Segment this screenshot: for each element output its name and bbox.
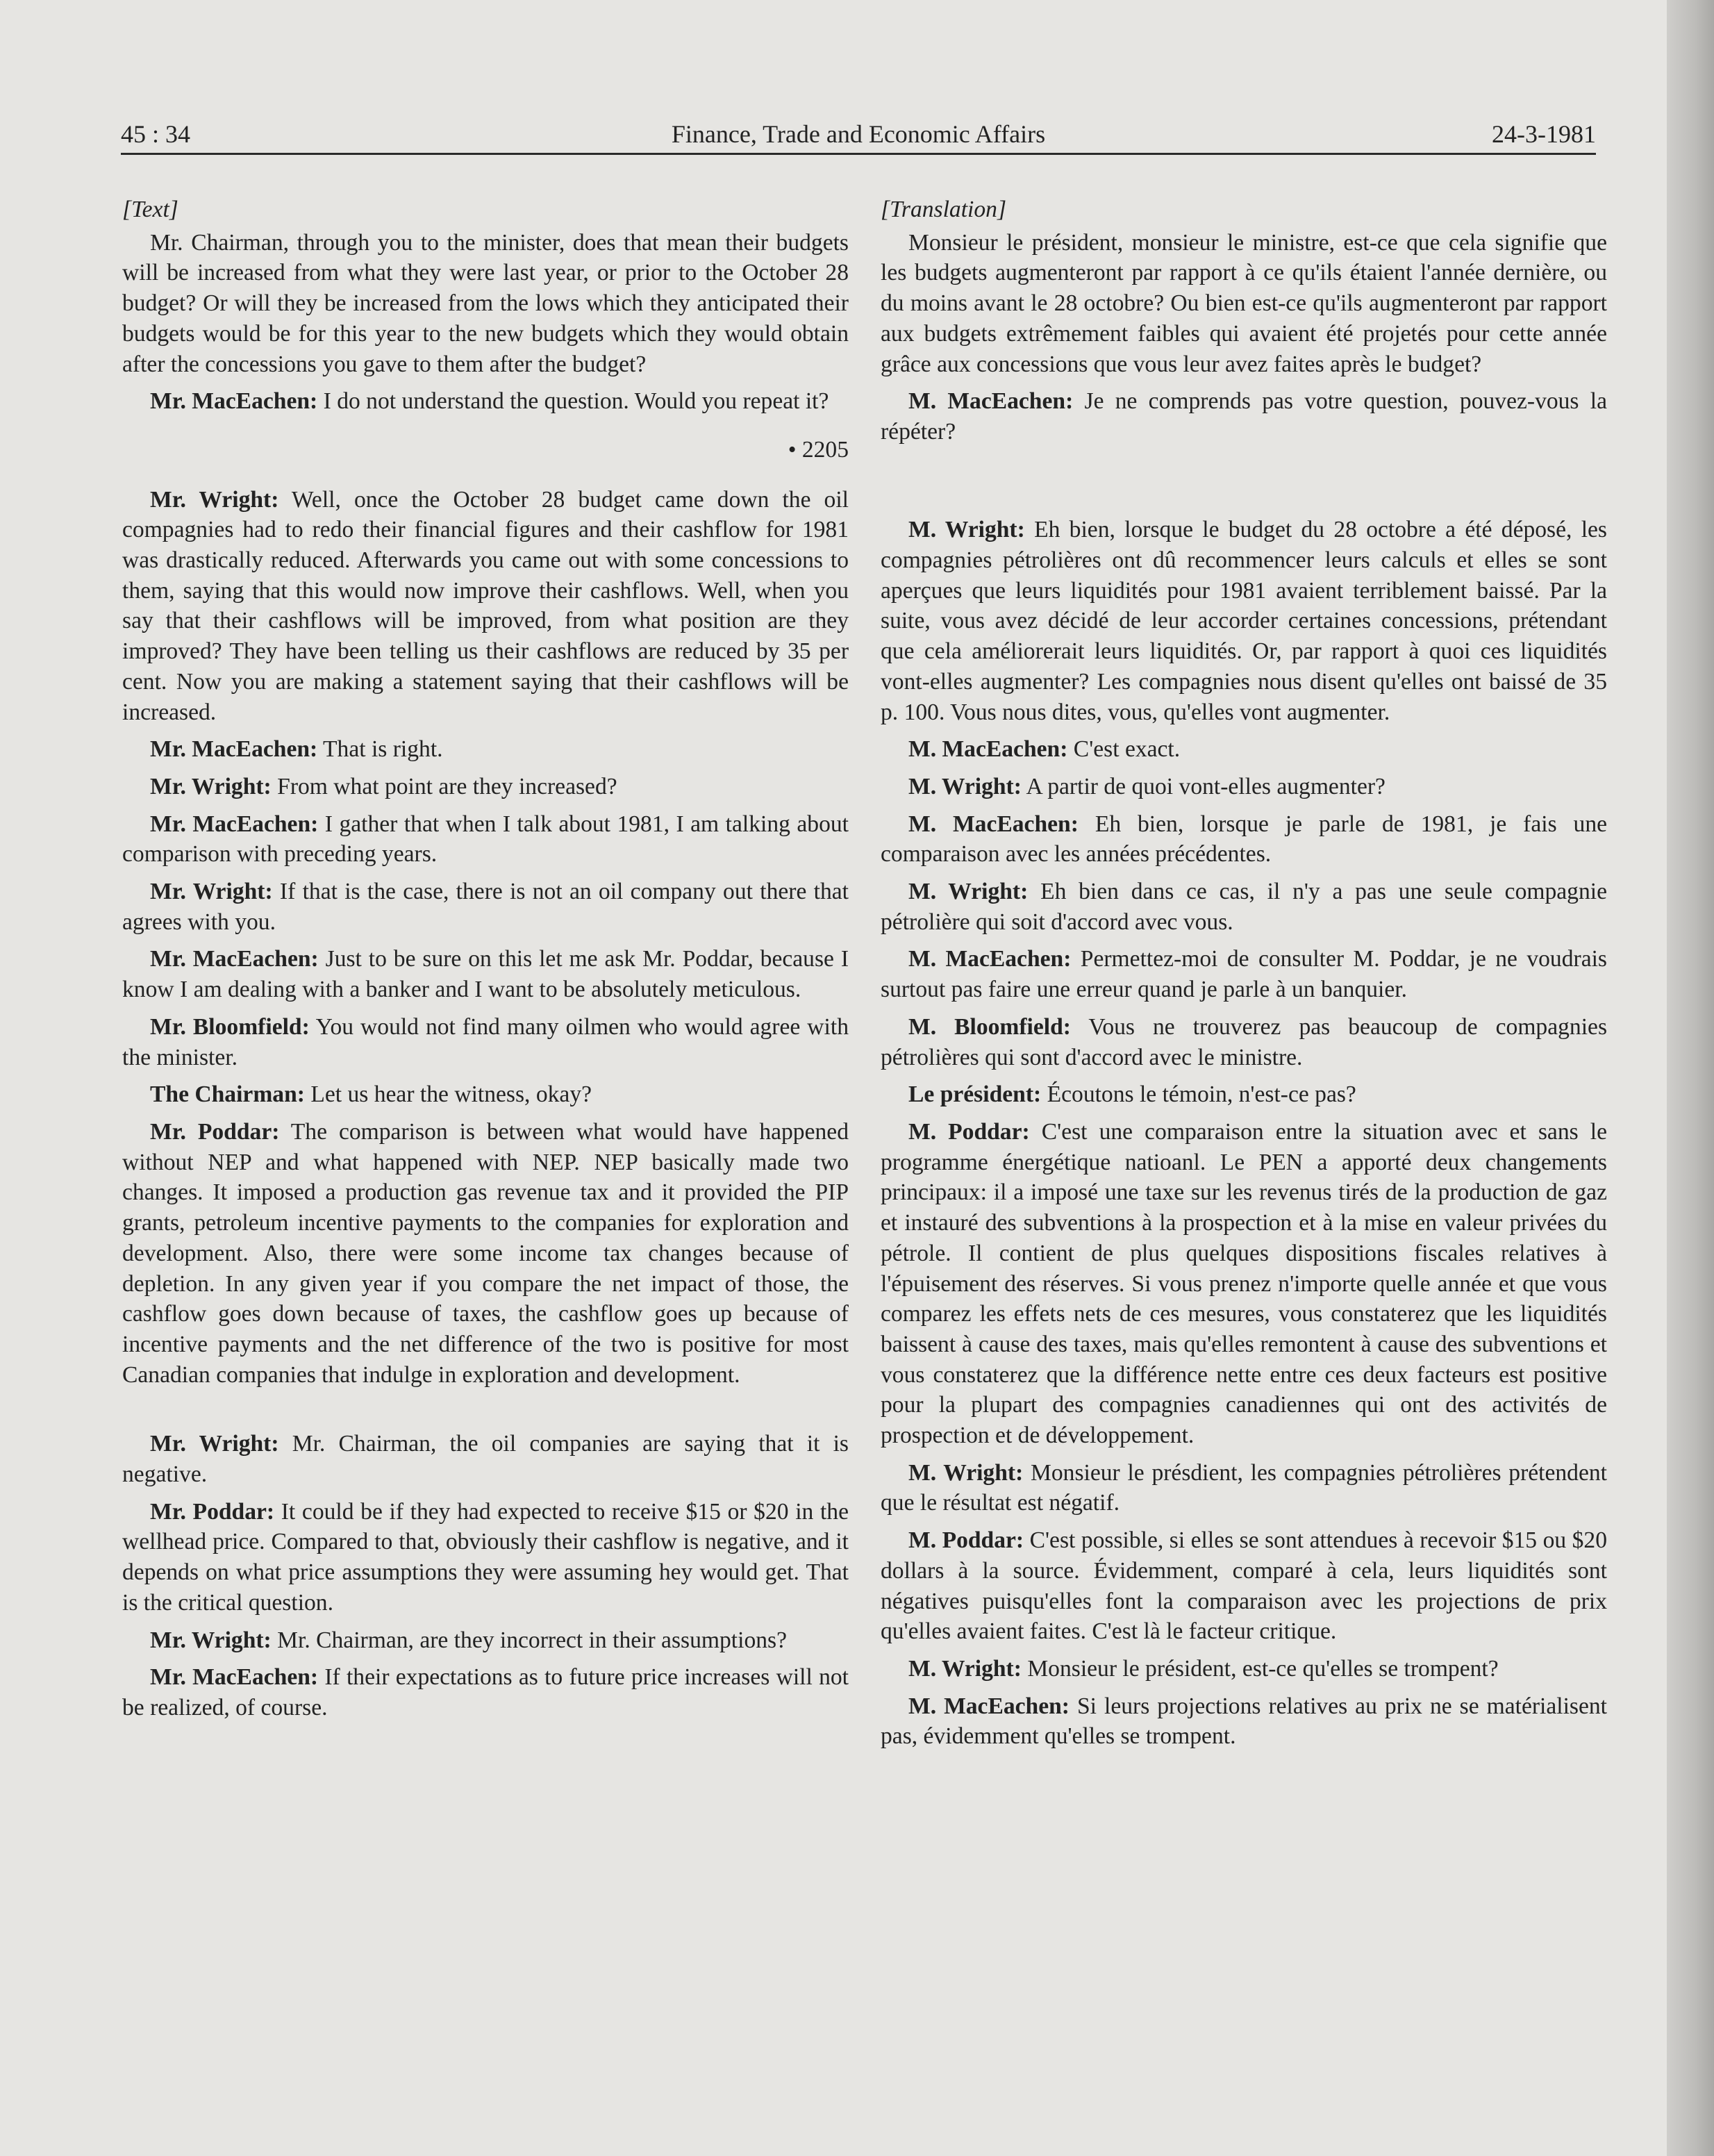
speech-paragraph xyxy=(122,877,849,937)
speech-paragraph xyxy=(881,734,1607,765)
speech-text: Monsieur le président, est-ce qu'elles se trompent? xyxy=(1027,1655,1499,1682)
marker-spacer xyxy=(881,465,1607,496)
speech-paragraph xyxy=(122,734,849,765)
speaker-name: Mr. Wright: xyxy=(150,1627,272,1653)
speech-paragraph xyxy=(122,1079,849,1110)
speech-text: Monsieur le présdient, les compagnies pétrolières prétendent que le résultat est négatif. xyxy=(881,1459,1607,1516)
page-number: 45 : 34 xyxy=(121,120,191,148)
speech-text: The comparison is between what would have happened without NEP and what happened with NEP. NEP basically made two changes. It imposed a production gas revenue tax and it provided the PIP grants, petroleum incentive payments to the companies for exploration and development. Also, there were some income tax changes because of depletion. In any given year if you compare the net impact of those, the cashflow goes down because of taxes, the cashflow goes up because of incentive payments and the net difference of the two is positive for most Canadian companies that indulge in exploration and development. xyxy=(122,1118,849,1388)
speaker-name: M. MacEachen: xyxy=(908,811,1079,837)
speaker-name: Mr. MacEachen: xyxy=(150,811,319,837)
speech-paragraph xyxy=(881,1079,1607,1110)
speech-paragraph xyxy=(881,877,1607,937)
speech-paragraph xyxy=(881,809,1607,870)
speech-paragraph xyxy=(122,772,849,802)
speaker-name: M. MacEachen: xyxy=(908,946,1072,972)
speaker-name: M. Wright: xyxy=(908,1459,1024,1486)
speech-text: Si leurs projections relatives au prix ne se matérialisent pas, évidemment qu'elles se trompent. xyxy=(881,1693,1608,1750)
speech-text: From what point are they increased? xyxy=(277,773,617,799)
speech-text: Well, once the October 28 budget came down the oil compagnies had to redo their financial figures and their cashflow for 1981 was drastically reduced. Afterwards you came out with some concessions to them, saying that this would now improve their cashflows. Well, when you say that their cashflows will be improved, from what position are they improved? They have been telling us their cashflows are reduced by 35 per cent. Now you are making a statement saying that their cashflows will be increased. xyxy=(122,486,849,725)
speech-paragraph xyxy=(122,1625,849,1656)
language-label: [Text] xyxy=(122,197,178,222)
speech-text: If their expectations as to future price increases will not be realized, of course. xyxy=(122,1664,849,1720)
speaker-name: Mr. Poddar: xyxy=(150,1498,275,1525)
speech-text: Let us hear the witness, okay? xyxy=(310,1081,592,1108)
speaker-name: Mr. MacEachen: xyxy=(150,1664,319,1691)
running-title: Finance, Trade and Economic Affairs xyxy=(671,120,1046,148)
speaker-name: M. Poddar: xyxy=(908,1118,1030,1145)
page-header xyxy=(121,115,1596,157)
speech-paragraph xyxy=(122,485,849,728)
speaker-name: Mr. Bloomfield: xyxy=(150,1013,310,1040)
speech-text: Permettez-moi de consulter M. Poddar, je ne voudrais surtout pas faire une erreur quand je parle à un banquier. xyxy=(881,946,1607,1003)
speech-text: Mr. Chairman, the oil companies are saying that it is negative. xyxy=(122,1431,849,1488)
speech-paragraph xyxy=(122,1662,849,1723)
intro-paragraph: Mr. Chairman, through you to the minister, does that mean their budgets will be increased from what they were last year, or prior to the October 28 budget? Or will they be increased from the lows which they anticipated their budgets would be for this year to the new budgets which they would obtain after the concessions you gave to them after the budget? xyxy=(122,229,849,377)
speaker-name: M. Poddar: xyxy=(908,1527,1024,1554)
speech-text: Eh bien, lorsque le budget du 28 octobre a été déposé, les compagnies pétrolières ont dû recommencer leurs calculs et elles se sont aperçues que leurs liquidités pour 1981 avaient terriblement baissé. Par la suite, vous avez décidé de leur accorder certaines concessions, prétendant que cela améliorerait leurs liquidités. Or, par rapport à quoi ces liquidités vont-elles augmenter? Les compagnies nous disent qu'elles ont baissé de 35 p. 100. Vous nous dites, vous, qu'elles vont augmenter. xyxy=(881,517,1607,725)
speaker-name: M. MacEachen: xyxy=(908,388,1074,415)
speech-text: Je ne comprends pas votre question, pouvez-vous la répéter? xyxy=(881,388,1607,445)
speech-text: I do not understand the question. Would you repeat it? xyxy=(323,388,829,415)
speech-paragraph xyxy=(122,1429,849,1489)
speech-text: Eh bien dans ce cas, il n'y a pas une seule compagnie pétrolière qui soit d'accord avec vous. xyxy=(881,879,1607,935)
speech-text: C'est possible, si elles se sont attendues à recevoir $15 ou $20 dollars à la source. Évidemment, comparé à cela, leurs liquidités sont négatives puisqu'elles font la comparaison avec les projections de prix qu'elles avaient faites. C'est là le facteur critique. xyxy=(881,1527,1607,1645)
speech-paragraph xyxy=(881,1458,1607,1518)
speaker-name: M. Wright: xyxy=(908,517,1025,543)
speech-paragraph xyxy=(881,1117,1607,1451)
speaker-name: Mr. Poddar: xyxy=(150,1118,280,1145)
speaker-name: M. Wright: xyxy=(908,773,1022,799)
speaker-name: M. Wright: xyxy=(908,879,1029,905)
speech-text: You would not find many oilmen who would agree with the minister. xyxy=(122,1013,849,1070)
speech-text: C'est une comparaison entre la situation avec et sans le programme énergétique natioanl. Le PEN a apporté deux changements principaux: il a imposé une taxe sur les revenus tirés de la production de gaz et instauré des subventions à la prospection et à la mise en valeur privées du pétrole. Il contient de plus quelques dispositions fiscales relatives à l'épuisement des réserves. Si vous prenez n'importe quelle année et que vous comparez les effets nets de ces mesures, vous constaterez que les liquidités baissent à cause des taxes, mais qu'elles remontent à cause des subventions et vous constaterez que la différence nette entre ces deux facteurs est positive pour la plupart des compagnies canadiennes qui ont des activités de prospection et de développement. xyxy=(881,1118,1607,1449)
speech-paragraph xyxy=(122,944,849,1004)
speech-paragraph xyxy=(881,1525,1607,1647)
speaker-name: M. Wright: xyxy=(908,1655,1022,1682)
speaker-name: M. Bloomfield: xyxy=(908,1013,1071,1040)
speaker-name: M. MacEachen: xyxy=(908,736,1068,763)
speaker-name: Mr. Wright: xyxy=(150,773,272,799)
speech-text: A partir de quoi vont-elles augmenter? xyxy=(1026,773,1386,799)
speech-paragraph xyxy=(881,515,1607,727)
french-column xyxy=(881,194,1607,1759)
speech-text: C'est exact. xyxy=(1073,736,1181,763)
speech-paragraph xyxy=(122,1497,849,1618)
speech-paragraph xyxy=(881,1654,1607,1684)
page-binding-edge xyxy=(1667,0,1714,2156)
speech-text: Eh bien, lorsque je parle de 1981, je fais une comparaison avec les années précédentes. xyxy=(881,811,1608,868)
speech-text: If that is the case, there is not an oil company out there that agrees with you. xyxy=(122,879,849,935)
speech-paragraph xyxy=(122,809,849,870)
speech-text: I gather that when I talk about 1981, I am talking about comparison with preceding years. xyxy=(122,811,849,868)
speech-paragraph xyxy=(881,944,1607,1004)
speech-text: That is right. xyxy=(323,736,443,763)
speaker-name: Mr. MacEachen: xyxy=(150,736,318,763)
speech-text: Just to be sure on this let me ask Mr. Poddar, because I know I am dealing with a banker and I want to be absolutely meticulous. xyxy=(122,946,849,1003)
column-gap xyxy=(122,1397,849,1429)
speaker-name: Mr. MacEachen: xyxy=(150,388,318,415)
speaker-name: Mr. MacEachen: xyxy=(150,946,319,972)
speech-paragraph xyxy=(881,1691,1607,1752)
english-column xyxy=(122,194,849,1730)
time-marker: • 2205 xyxy=(788,436,849,463)
speaker-name: Mr. Wright: xyxy=(150,486,279,513)
intro-paragraph: Monsieur le président, monsieur le ministre, est-ce que cela signifie que les budgets augmenteront par rapport à ce qu'ils étaient l'année dernière, ou du moins avant le 28 octobre? Ou bien est-ce qu'ils augmenteront par rapport aux budgets extrêmement faibles qui avaient été projetés pour cette année grâce aux concessions que vous leur avez faites après le budget? xyxy=(881,229,1607,377)
header-rule xyxy=(121,153,1596,155)
speech-paragraph xyxy=(881,386,1607,447)
speech-paragraph xyxy=(881,1012,1607,1072)
speech-text: Vous ne trouverez pas beaucoup de compagnies pétrolières qui sont d'accord avec le ministre. xyxy=(881,1013,1608,1070)
speaker-name: Le président: xyxy=(908,1081,1042,1108)
speech-paragraph xyxy=(122,1012,849,1072)
language-label: [Translation] xyxy=(881,197,1007,222)
speaker-name: Mr. Wright: xyxy=(150,1431,279,1457)
speech-paragraph xyxy=(122,1117,849,1390)
speech-text: It could be if they had expected to receive $15 or $20 in the wellhead price. Compared to that, obviously their cashflow is negative, and it depends on what price assumptions they were assuming hey would get. That is the critical question. xyxy=(122,1498,849,1616)
speaker-name: Mr. Wright: xyxy=(150,879,273,905)
speech-paragraph xyxy=(881,772,1607,802)
speech-paragraph xyxy=(122,386,849,417)
speaker-name: M. MacEachen: xyxy=(908,1693,1070,1719)
speaker-name: The Chairman: xyxy=(150,1081,305,1108)
header-date: 24-3-1981 xyxy=(1492,120,1596,148)
speech-text: Écoutons le témoin, n'est-ce pas? xyxy=(1047,1081,1356,1108)
speech-text: Mr. Chairman, are they incorrect in their assumptions? xyxy=(277,1627,787,1653)
